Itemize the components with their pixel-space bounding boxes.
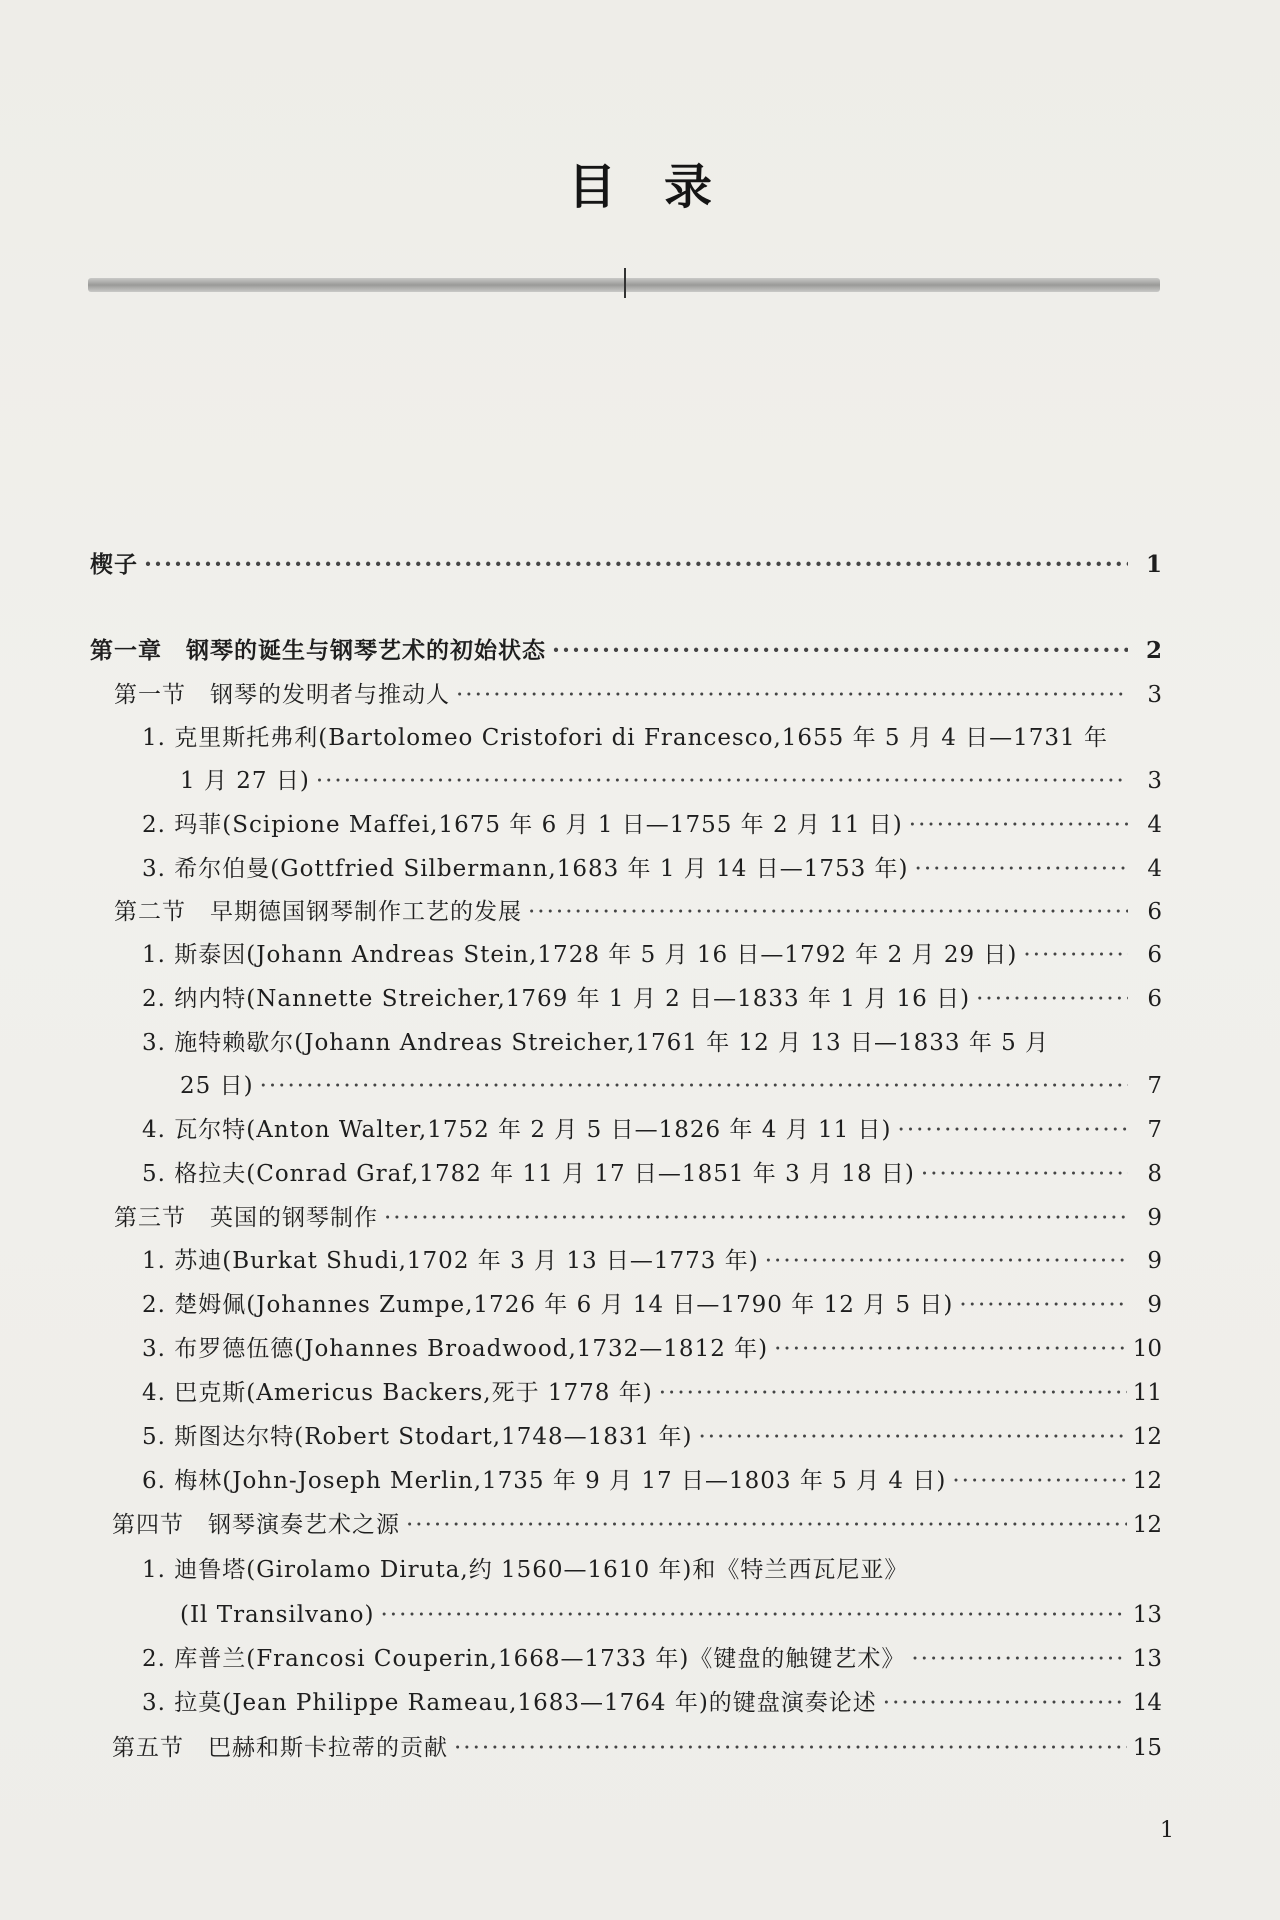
leader-dots xyxy=(976,984,1128,1014)
toc-section-3[interactable] xyxy=(114,1203,1162,1233)
toc-page-number: 12 xyxy=(1132,1424,1162,1450)
toc-entry-title: (Il Transilvano) xyxy=(180,1602,375,1628)
toc-page-number: 14 xyxy=(1132,1690,1162,1716)
toc-item-cristofori[interactable]: 1. 克里斯托弗利(Bartolomeo Cristofori di Francesco,1655 年 5 月 4 日—1731 年 xyxy=(142,725,1108,751)
toc-entry-title: 25 日) xyxy=(180,1073,254,1099)
toc-section-1[interactable] xyxy=(114,680,1162,710)
toc-item-zumpe[interactable] xyxy=(142,1290,1162,1320)
leader-dots xyxy=(260,1071,1128,1101)
toc-entry-title: 2. 库普兰(Francosi Couperin,1668—1733 年)《键盘的触键艺术》 xyxy=(142,1646,906,1672)
leader-dots xyxy=(659,1378,1127,1408)
toc-item-nannette[interactable] xyxy=(142,984,1162,1014)
toc-item-graf[interactable] xyxy=(142,1159,1162,1189)
leader-dots xyxy=(911,1644,1126,1674)
toc-page-number: 10 xyxy=(1132,1336,1162,1362)
rule-mark xyxy=(624,268,626,298)
toc-section-4[interactable] xyxy=(112,1510,1162,1540)
toc-section-2[interactable] xyxy=(114,897,1162,927)
leader-dots xyxy=(384,1203,1128,1233)
toc-page-number: 9 xyxy=(1147,1248,1162,1274)
toc-page-number: 6 xyxy=(1147,942,1162,968)
page-number: 1 xyxy=(1160,1818,1174,1843)
toc-item-broadwood[interactable] xyxy=(142,1334,1162,1364)
toc-item-continuation[interactable] xyxy=(180,766,1162,796)
toc-page-number: 3 xyxy=(1147,768,1162,794)
toc-page-number: 1 xyxy=(1145,551,1162,578)
toc-entry-title: 1. 苏迪(Burkat Shudi,1702 年 3 月 13 日—1773 年) xyxy=(142,1248,759,1274)
leader-dots xyxy=(909,810,1128,840)
toc-chapter-1[interactable] xyxy=(90,636,1162,666)
toc-page-number: 9 xyxy=(1147,1205,1162,1231)
leader-dots xyxy=(316,766,1128,796)
toc-item-continuation[interactable] xyxy=(180,1071,1162,1101)
toc-section-5[interactable] xyxy=(112,1733,1162,1763)
toc-item-couperin[interactable] xyxy=(142,1644,1162,1674)
toc-entry-title: 楔子 xyxy=(90,551,138,578)
toc-page-number: 9 xyxy=(1147,1292,1162,1318)
leader-dots xyxy=(144,550,1128,580)
toc-entry-title: 4. 瓦尔特(Anton Walter,1752 年 2 月 5 日—1826 年 4 月 11 日) xyxy=(142,1117,892,1143)
toc-page-number: 12 xyxy=(1132,1468,1162,1494)
toc-page-number: 3 xyxy=(1147,682,1162,708)
toc-page-number: 8 xyxy=(1147,1161,1162,1187)
toc-entry-title: 第三节 英国的钢琴制作 xyxy=(114,1205,378,1231)
leader-dots xyxy=(915,854,1128,884)
toc-entry-title: 第二节 早期德国钢琴制作工艺的发展 xyxy=(114,899,522,925)
leader-dots xyxy=(698,1422,1126,1452)
toc-page-number: 6 xyxy=(1147,986,1162,1012)
toc-page-number: 2 xyxy=(1145,637,1162,664)
toc-entry-title: 2. 楚姆佩(Johannes Zumpe,1726 年 6 月 14 日—1790 年 12 月 5 日) xyxy=(142,1292,954,1318)
toc-item-maffei[interactable] xyxy=(142,810,1162,840)
toc-page-number: 4 xyxy=(1147,856,1162,882)
leader-dots xyxy=(952,1466,1126,1496)
toc-item-stein[interactable] xyxy=(142,940,1162,970)
toc-item-merlin[interactable] xyxy=(142,1466,1162,1496)
toc-entry-title: 3. 希尔伯曼(Gottfried Silbermann,1683 年 1 月 14 日—1753 年) xyxy=(142,856,909,882)
toc-item-continuation[interactable] xyxy=(180,1600,1162,1630)
toc-entry-title: 5. 斯图达尔特(Robert Stodart,1748—1831 年) xyxy=(142,1424,693,1450)
leader-dots xyxy=(959,1290,1128,1320)
leader-dots xyxy=(921,1159,1128,1189)
toc-page-number: 15 xyxy=(1132,1735,1162,1761)
leader-dots xyxy=(528,897,1128,927)
toc-entry-title: 5. 格拉夫(Conrad Graf,1782 年 11 月 17 日—1851 年 3 月 18 日) xyxy=(142,1161,915,1187)
leader-dots xyxy=(454,1733,1127,1763)
toc-entry-title: 第五节 巴赫和斯卡拉蒂的贡献 xyxy=(112,1735,448,1761)
leader-dots xyxy=(1023,940,1128,970)
toc-entry-title: 3. 拉莫(Jean Philippe Rameau,1683—1764 年)的键盘演奏论述 xyxy=(142,1690,877,1716)
toc-item-silbermann[interactable] xyxy=(142,854,1162,884)
toc-page-number: 13 xyxy=(1132,1646,1162,1672)
toc-entry-title: 2. 纳内特(Nannette Streicher,1769 年 1 月 2 日—1833 年 1 月 16 日) xyxy=(142,986,971,1012)
toc-page-number: 12 xyxy=(1132,1512,1162,1538)
toc-page-number: 7 xyxy=(1147,1117,1162,1143)
toc-entry-title: 第一节 钢琴的发明者与推动人 xyxy=(114,682,450,708)
toc-entry-title: 3. 布罗德伍德(Johannes Broadwood,1732—1812 年) xyxy=(142,1336,769,1362)
toc-entry-title: 1 月 27 日) xyxy=(180,768,310,794)
toc-item-rameau[interactable] xyxy=(142,1688,1162,1718)
toc-page-number: 11 xyxy=(1132,1380,1162,1406)
toc-prologue[interactable] xyxy=(90,550,1162,580)
toc-page-number: 7 xyxy=(1147,1073,1162,1099)
toc-item-streicher[interactable]: 3. 施特赖歇尔(Johann Andreas Streicher,1761 年 12 月 13 日—1833 年 5 月 xyxy=(142,1030,1050,1056)
toc-page-number: 13 xyxy=(1132,1602,1162,1628)
leader-dots xyxy=(456,680,1128,710)
leader-dots xyxy=(883,1688,1127,1718)
leader-dots xyxy=(552,636,1128,666)
toc-entry-title: 6. 梅林(John-Joseph Merlin,1735 年 9 月 17 日—1803 年 5 月 4 日) xyxy=(142,1468,947,1494)
toc-item-diruta[interactable]: 1. 迪鲁塔(Girolamo Diruta,约 1560—1610 年)和《特兰西瓦尼亚》 xyxy=(142,1557,909,1583)
toc-page-number: 6 xyxy=(1147,899,1162,925)
toc-entry-title: 第一章 钢琴的诞生与钢琴艺术的初始状态 xyxy=(90,637,546,664)
toc-item-walter[interactable] xyxy=(142,1115,1162,1145)
toc-entry-title: 1. 斯泰因(Johann Andreas Stein,1728 年 5 月 16 日—1792 年 2 月 29 日) xyxy=(142,942,1018,968)
toc-item-backers[interactable] xyxy=(142,1378,1162,1408)
leader-dots xyxy=(898,1115,1128,1145)
leader-dots xyxy=(765,1246,1128,1276)
leader-dots xyxy=(380,1600,1126,1630)
leader-dots xyxy=(406,1510,1127,1540)
toc-entry-title: 第四节 钢琴演奏艺术之源 xyxy=(112,1512,400,1538)
page-title: 目录 xyxy=(567,159,760,215)
toc-entry-title: 2. 玛菲(Scipione Maffei,1675 年 6 月 1 日—1755 年 2 月 11 日) xyxy=(142,812,903,838)
leader-dots xyxy=(774,1334,1127,1364)
toc-item-shudi[interactable] xyxy=(142,1246,1162,1276)
toc-item-stodart[interactable] xyxy=(142,1422,1162,1452)
toc-page-number: 4 xyxy=(1147,812,1162,838)
toc-entry-title: 4. 巴克斯(Americus Backers,死于 1778 年) xyxy=(142,1380,653,1406)
